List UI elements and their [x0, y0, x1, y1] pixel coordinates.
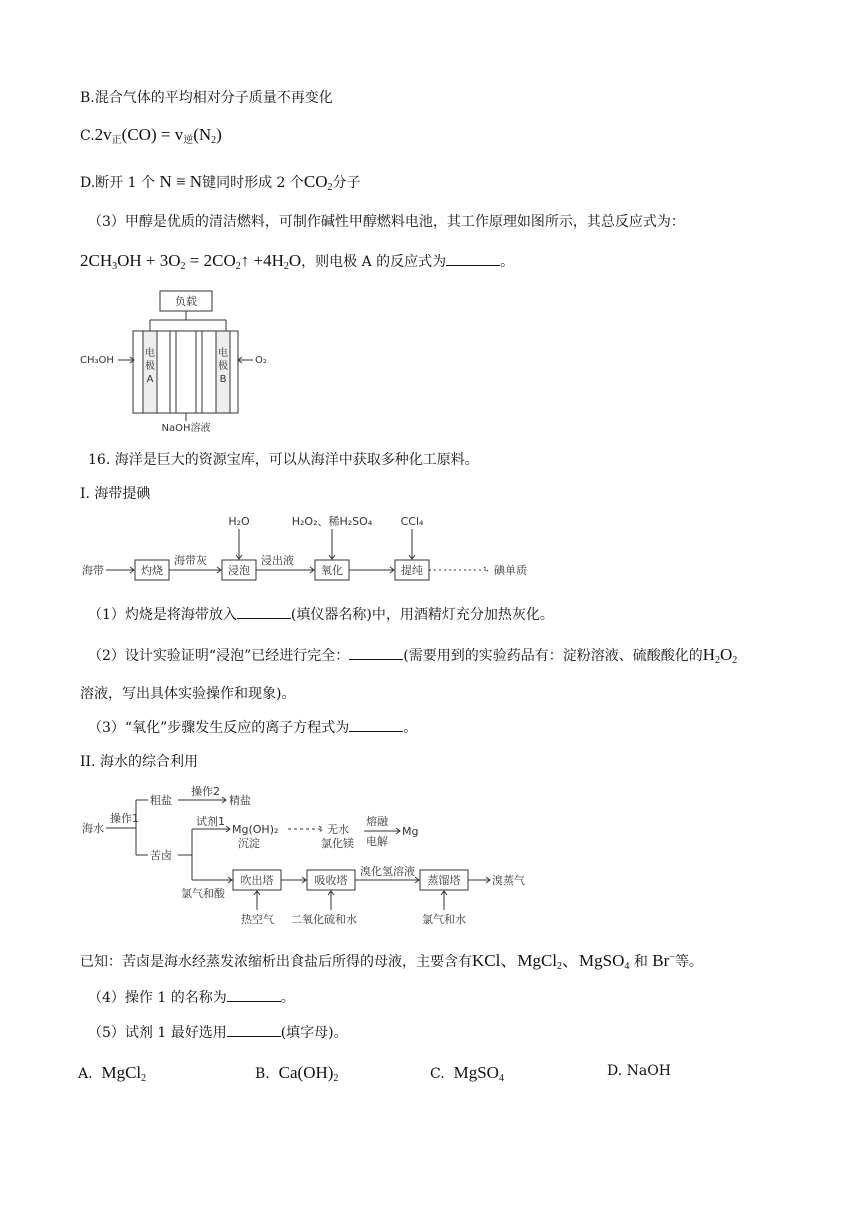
- answer-blank[interactable]: [349, 719, 403, 732]
- flow2-seawater: 海水: [82, 822, 104, 835]
- answer-blank[interactable]: [237, 606, 291, 619]
- q16-2-text-b: (需要用到的实验药品有：淀粉溶液、硫酸酸化的: [403, 648, 703, 664]
- q16-3-end: 。: [403, 720, 418, 736]
- flow1-box-purify-label: 提纯: [401, 564, 423, 577]
- choice-a-formula: MgCl$_2$: [101, 1063, 147, 1084]
- answer-blank[interactable]: [446, 253, 500, 266]
- flow2-bittern: 苦卤: [150, 849, 172, 862]
- q16-2: [88, 645, 737, 671]
- flow2-box-blow-label: 吹出塔: [240, 874, 274, 887]
- part-2-heading: II. 海水的综合利用: [80, 754, 198, 770]
- flow2-precipitate: 沉淀: [238, 837, 260, 850]
- q15-3-text: （3）甲醇是优质的清洁燃料，可制作碱性甲醇燃料电池，其工作原理如图所示，其总反应式为：: [88, 214, 685, 230]
- flow1-start: 海带: [82, 564, 104, 577]
- electrode-a: [143, 331, 157, 413]
- flow2-anhydrous-2: 氯化镁: [321, 837, 354, 850]
- flow2-chlorine-acid: 氯气和酸: [181, 887, 225, 900]
- flow1-box-soak-label: 浸泡: [228, 564, 250, 577]
- flow2-so2-water: 二氧化硫和水: [291, 913, 357, 926]
- flow2-box-distill-label: 蒸馏塔: [427, 874, 461, 887]
- electrode-b-label-3: B: [219, 374, 227, 385]
- q16-2-text-a: （2）设计实验证明“浸泡”已经进行完全：: [88, 648, 350, 664]
- q16-1: [88, 605, 554, 625]
- q16-4-end: 。: [280, 990, 295, 1006]
- methanol-inlet: CH₃OH: [80, 355, 114, 366]
- flow1-input-water: H₂O: [228, 515, 250, 528]
- q15-3-end: 。: [500, 254, 515, 270]
- total-reaction: $2CH_3OH + 3O_2$ = $2CO_2↑ +4H_2O$: [80, 251, 302, 272]
- load-label: 负载: [175, 295, 197, 308]
- answer-blank[interactable]: [349, 647, 403, 660]
- q16-5-text: （5）试剂 1 最好选用: [88, 1025, 227, 1041]
- flow2-cl-water: 氯气和水: [422, 913, 466, 926]
- flow2-op2: 操作2: [191, 785, 220, 798]
- q16-3: [88, 718, 417, 738]
- option-d-text-3: 分子: [332, 175, 361, 191]
- flow2-mgoh2: Mg(OH)₂: [232, 823, 279, 836]
- option-d: [80, 172, 361, 198]
- part-1-heading: I. 海带提碘: [80, 486, 151, 502]
- flow1-ash: 海带灰: [174, 554, 207, 567]
- electrode-a-label-2: 极: [145, 361, 155, 372]
- q16-4: [88, 988, 295, 1008]
- choice-c-label: C.: [430, 1066, 445, 1082]
- flow2-crude: 粗盐: [150, 794, 172, 807]
- flow2-anhydrous-1: 无水: [327, 823, 349, 836]
- answer-blank[interactable]: [227, 1024, 281, 1037]
- fuel-cell-diagram: [78, 288, 268, 433]
- flow2-br-vapor: 溴蒸气: [492, 874, 525, 887]
- flow2-hot-air: 热空气: [241, 913, 274, 926]
- q16-1-text-b: (填仪器名称)中，用酒精灯充分加热灰化。: [290, 607, 554, 623]
- known-text-a: 已知：苦卤是海水经蒸发浓缩析出食盐后所得的母液，主要含有: [80, 954, 472, 970]
- option-c-label: C.: [80, 128, 95, 144]
- co2-formula: $CO_2$: [303, 172, 333, 193]
- electrode-a-label-3: A: [146, 374, 154, 385]
- seawater-flowchart: [78, 783, 558, 928]
- flow1-box-burn-label: 灼烧: [141, 564, 163, 577]
- flow2-hbr: 溴化氢溶液: [360, 865, 415, 878]
- choice-c[interactable]: [430, 1063, 504, 1084]
- electrode-a-label-1: 电: [145, 348, 155, 359]
- flow2-reagent1: 试剂1: [196, 815, 225, 828]
- electrode-b-label-1: 电: [218, 348, 228, 359]
- flow1-input-ccl4: CCl₄: [400, 515, 424, 528]
- flow1-end: 碘单质: [494, 564, 527, 577]
- choice-a[interactable]: [78, 1063, 146, 1084]
- option-d-text-2: 键同时形成 2 个: [202, 175, 304, 191]
- q16-5-end: (填字母)。: [280, 1025, 348, 1041]
- q16-title: 16. 海洋是巨大的资源宝库，可以从海洋中获取多种化工原料。: [88, 452, 479, 468]
- flow2-op1: 操作1: [110, 812, 139, 825]
- flow2-melt: 熔融: [366, 815, 388, 828]
- naoh-solution-label: NaOH溶液: [161, 423, 211, 433]
- known-info: 已知：苦卤是海水经蒸发浓缩析出食盐后所得的母液，主要含有KCl、MgCl$_2$、MgSO$_4$ 和 Br−等。: [80, 951, 703, 972]
- choice-c-formula: MgSO$_4$: [453, 1063, 504, 1084]
- h2o2-formula: $H_2O_2$: [702, 645, 738, 666]
- q15-3-equation: [80, 251, 514, 277]
- known-text-b: 等。: [674, 954, 703, 970]
- option-c: [80, 125, 222, 151]
- bromide-ion: Br−: [652, 951, 675, 970]
- q16-5: [88, 1023, 348, 1043]
- q16-2-cont: 溶液，写出具体实验操作和现象)。: [80, 686, 296, 702]
- known-formulas: KCl、MgCl$_2$、MgSO$_4$: [472, 951, 630, 972]
- flow1-extract: 浸出液: [261, 554, 294, 567]
- flow2-electrolysis: 电解: [366, 835, 388, 848]
- answer-blank[interactable]: [227, 989, 281, 1002]
- flow1-box-oxidize-label: 氧化: [321, 564, 343, 577]
- iodine-flowchart: [78, 512, 558, 584]
- q15-3-tail: ，则电极 A 的反应式为: [301, 254, 447, 270]
- choice-b-formula: $Ca(OH)_2$: [278, 1063, 339, 1084]
- q16-1-text-a: （1）灼烧是将海带放入: [88, 607, 237, 623]
- flow2-mg: Mg: [402, 825, 419, 838]
- flow2-fine: 精盐: [229, 794, 251, 807]
- option-c-formula: $2v_正(CO) = v_逆(N_2)$: [94, 125, 222, 146]
- choice-d-label: D. NaOH: [607, 1063, 671, 1079]
- oxygen-inlet: O₂: [255, 355, 267, 366]
- q16-4-text: （4）操作 1 的名称为: [88, 990, 227, 1006]
- electrode-b: [216, 331, 230, 413]
- triple-bond-formula: N ≡ N: [159, 172, 203, 191]
- choice-b-label: B.: [255, 1066, 270, 1082]
- choice-b[interactable]: [255, 1063, 338, 1084]
- flow2-box-absorb-label: 吸收塔: [314, 874, 348, 887]
- flow1-input-oxidant: H₂O₂、稀H₂SO₄: [291, 515, 373, 528]
- option-d-text-1: D.断开 1 个: [80, 175, 155, 191]
- option-b: B.混合气体的平均相对分子质量不再变化: [80, 90, 333, 106]
- choice-a-label: A.: [78, 1066, 93, 1082]
- q16-3-text: （3）“氧化”步骤发生反应的离子方程式为: [88, 720, 350, 736]
- choice-d[interactable]: [607, 1063, 671, 1079]
- electrode-b-label-2: 极: [218, 361, 228, 372]
